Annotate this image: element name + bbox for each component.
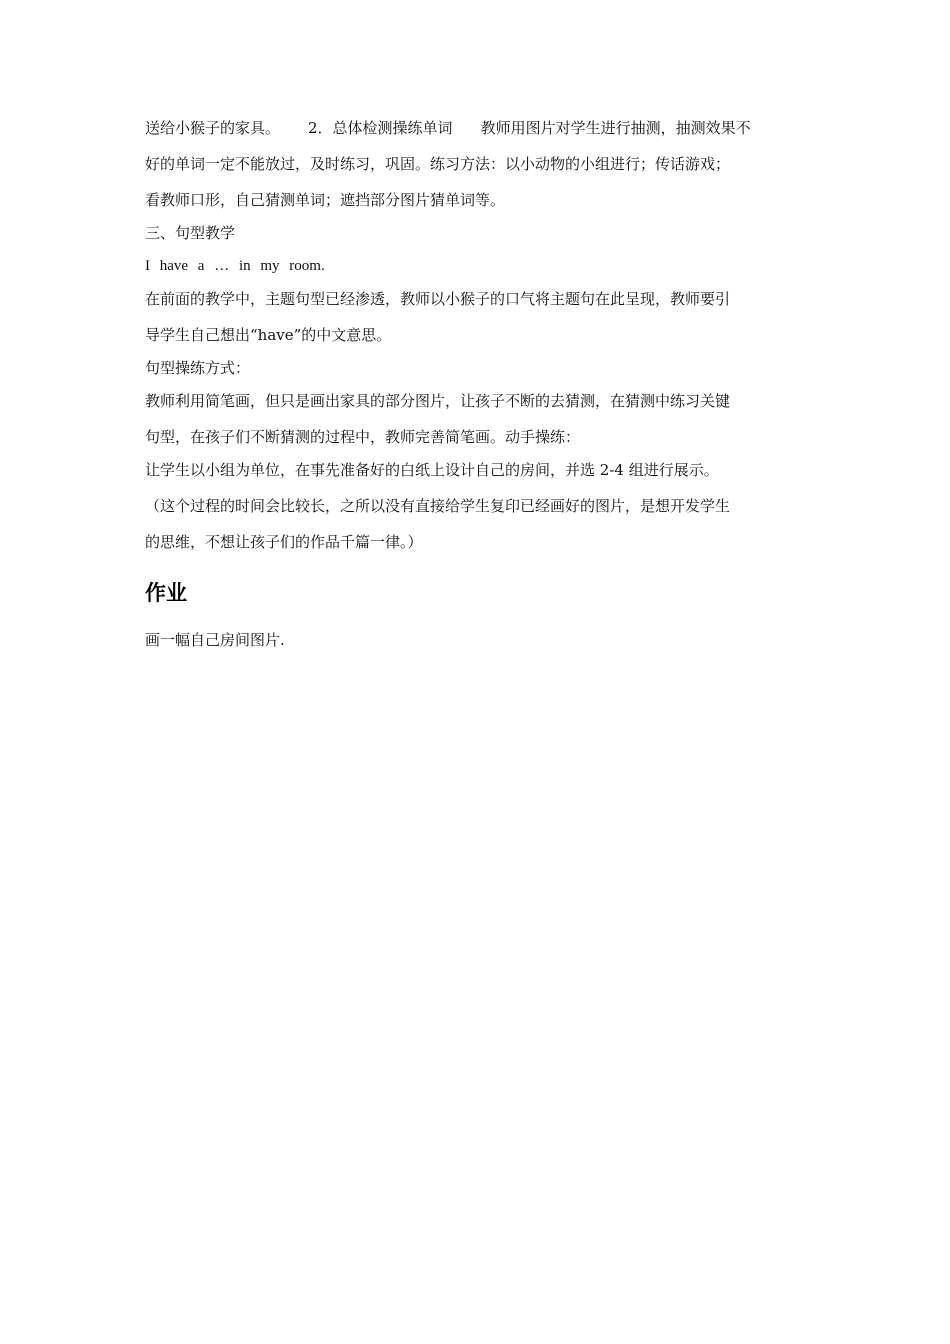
- paragraph-line: 教师利用简笔画，但只是画出家具的部分图片，让孩子不断的去猜测，在猜测中练习关键: [145, 392, 731, 410]
- paragraph-line: 看教师口形，自己猜测单词；遮挡部分图片猜单词等。: [145, 191, 506, 209]
- text-run: 教师用图片对学生进行抽测，抽测效果不: [480, 119, 751, 137]
- text-run: 送给小猴子的家具。: [145, 119, 281, 137]
- paragraph-line: 导学生自己想出“have”的中文意思。: [145, 326, 392, 344]
- paragraph-line: [145, 116, 809, 152]
- text-run: 2．总体检测操练单词: [308, 119, 453, 137]
- paragraph-line: 好的单词一定不能放过，及时练习，巩固。练习方法：以小动物的小组进行；传话游戏；: [145, 155, 731, 173]
- paragraph-line: 让学生以小组为单位，在事先准备好的白纸上设计自己的房间，并选 2-4 组进行展示。: [145, 461, 719, 479]
- document-page: [145, 116, 809, 661]
- key-sentence: I have a … in my room.: [145, 258, 325, 274]
- paragraph-line: 句型，在孩子们不断猜测的过程中，教师完善简笔画。动手操练：: [145, 428, 581, 446]
- method-title: 句型操练方式：: [145, 359, 251, 377]
- paragraph-line: 的思维，不想让孩子们的作品千篇一律。）: [145, 533, 423, 551]
- paragraph-line: （这个过程的时间会比较长，之所以没有直接给学生复印已经画好的图片，是想开发学生: [145, 497, 731, 515]
- homework-text: 画一幅自己房间图片.: [145, 631, 285, 649]
- homework-heading: 作业: [145, 581, 187, 605]
- section-heading: 三、句型教学: [145, 224, 236, 242]
- paragraph-line: 在前面的教学中，主题句型已经渗透，教师以小猴子的口气将主题句在此呈现，教师要引: [145, 290, 731, 308]
